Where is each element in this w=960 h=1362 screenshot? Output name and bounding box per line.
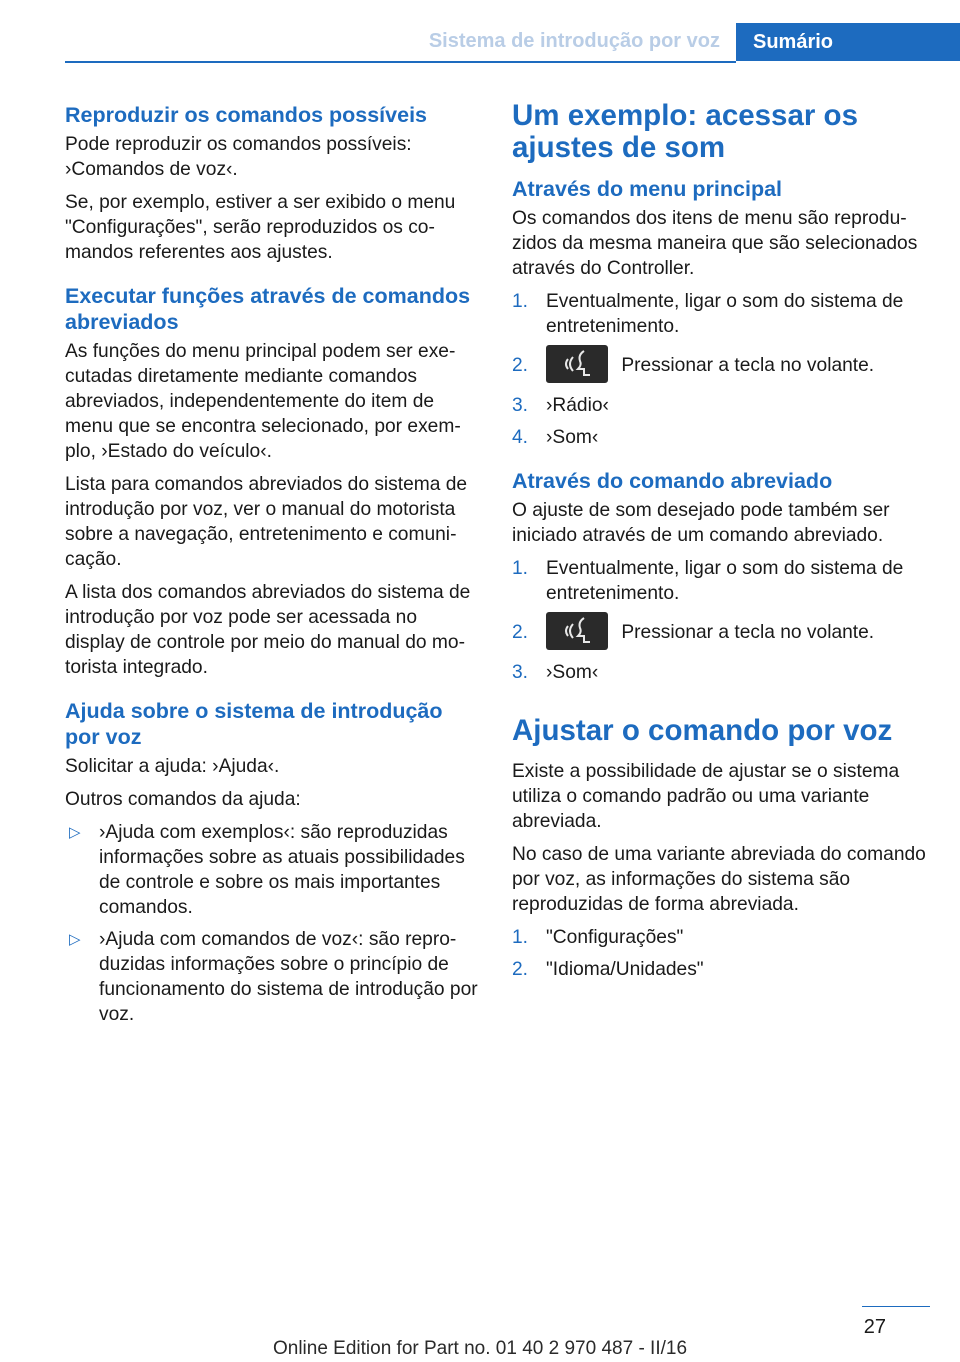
step-number: 4. bbox=[512, 427, 529, 448]
step-number: 2. bbox=[512, 355, 529, 376]
right-column bbox=[512, 100, 930, 990]
voice-button-icon bbox=[546, 612, 608, 650]
paragraph: Pode reproduzir os comandos possíveis: ›Comandos de voz‹. bbox=[65, 134, 412, 180]
list-item: ▷ ›Ajuda com comandos de voz‹: são reproduzidas informações sobre o princípio de funcionamento do sistema de introdução por voz. bbox=[69, 929, 478, 1025]
step-number: 2. bbox=[512, 959, 529, 980]
help-command-list bbox=[65, 820, 480, 1027]
list-item: 1. Eventualmente, ligar o som do sistema de entretenimento. bbox=[512, 558, 904, 604]
step-number: 1. bbox=[512, 927, 529, 948]
paragraph: O ajuste de som desejado pode também ser iniciado através de um comando abreviado. bbox=[512, 500, 890, 546]
heading-exemplo: Um exemplo: acessar os ajustes de som bbox=[512, 99, 858, 164]
header-rule bbox=[65, 61, 736, 63]
page-footer bbox=[0, 1282, 960, 1362]
step-number: 1. bbox=[512, 558, 529, 579]
heading-reproduzir: Reproduzir os comandos possíveis bbox=[65, 103, 428, 127]
steps-abreviado bbox=[512, 556, 930, 685]
list-item: 4. ›Som‹ bbox=[512, 427, 599, 448]
list-item: 1. "Configurações" bbox=[512, 927, 684, 948]
paragraph: Os comandos dos itens de menu são reproduzidos da mesma maneira que são selecionados através do Controller. bbox=[512, 208, 918, 279]
step-number: 3. bbox=[512, 662, 529, 683]
list-item: 2. Pressionar a tecla no volante. bbox=[512, 613, 930, 653]
heading-ajustar: Ajustar o comando por voz bbox=[512, 714, 893, 747]
list-item: 3. ›Som‹ bbox=[512, 662, 599, 683]
step-number: 3. bbox=[512, 395, 529, 416]
page-number: 27 bbox=[863, 1316, 886, 1338]
page-header bbox=[0, 0, 960, 64]
paragraph: A lista dos comandos abreviados do sistema de introdução por voz pode ser acessada no display de controle por meio do manual do motorista integrado. bbox=[65, 582, 471, 678]
list-item: 2. Pressionar a tecla no volante. bbox=[512, 346, 930, 386]
paragraph: Se, por exemplo, estiver a ser exibido o menu "Configurações", serão reproduzidos os comandos referentes aos ajustes. bbox=[65, 192, 456, 263]
list-item: 1. Eventualmente, ligar o som do sistema de entretenimento. bbox=[512, 291, 904, 337]
paragraph: As funções do menu principal podem ser executadas diretamente mediante comandos abreviados, independentemente do item de menu que se encontra selecionado, por exemplo, ›Estado do veículo‹. bbox=[65, 341, 461, 462]
steps-ajustar bbox=[512, 925, 930, 982]
paragraph: No caso de uma variante abreviada do comando por voz, as informações do sistema são reproduzidas de forma abreviada. bbox=[512, 844, 926, 915]
heading-ajuda: Ajuda sobre o sistema de introdução por voz bbox=[65, 699, 443, 749]
steps-menu bbox=[512, 289, 930, 450]
contents-tab[interactable]: Sumário bbox=[736, 23, 960, 61]
heading-comando-abreviado: Através do comando abreviado bbox=[512, 469, 833, 493]
paragraph: Outros comandos da ajuda: bbox=[65, 789, 301, 810]
section-title: Sistema de introdução por voz bbox=[428, 30, 720, 52]
list-item: ▷ ›Ajuda com exemplos‹: são reproduzidas informações sobre as atuais possibilidades de controle e sobre os mais importantes comandos. bbox=[69, 822, 465, 918]
paragraph: Lista para comandos abreviados do sistema de introdução por voz, ver o manual do motorista sobre a navegação, entretenimento e comunicação. bbox=[65, 474, 468, 570]
step-number: 2. bbox=[512, 622, 529, 643]
triangle-bullet-icon: ▷ bbox=[69, 931, 81, 948]
list-item: 2. "Idioma/Unidades" bbox=[512, 959, 704, 980]
list-item: 3. ›Rádio‹ bbox=[512, 395, 609, 416]
heading-executar: Executar funções através de comandos abreviados bbox=[65, 284, 471, 334]
voice-button-icon bbox=[546, 345, 608, 383]
page-number-rule bbox=[862, 1306, 930, 1307]
heading-menu-principal: Através do menu principal bbox=[512, 177, 783, 201]
edition-note: Online Edition for Part no. 01 40 2 970 487 - II/16 bbox=[272, 1338, 688, 1359]
paragraph: Existe a possibilidade de ajustar se o sistema utiliza o comando padrão ou uma variante abreviada. bbox=[512, 761, 900, 832]
triangle-bullet-icon: ▷ bbox=[69, 824, 81, 841]
paragraph: Solicitar a ajuda: ›Ajuda‹. bbox=[65, 756, 280, 777]
left-column bbox=[65, 100, 480, 1035]
step-number: 1. bbox=[512, 291, 529, 312]
